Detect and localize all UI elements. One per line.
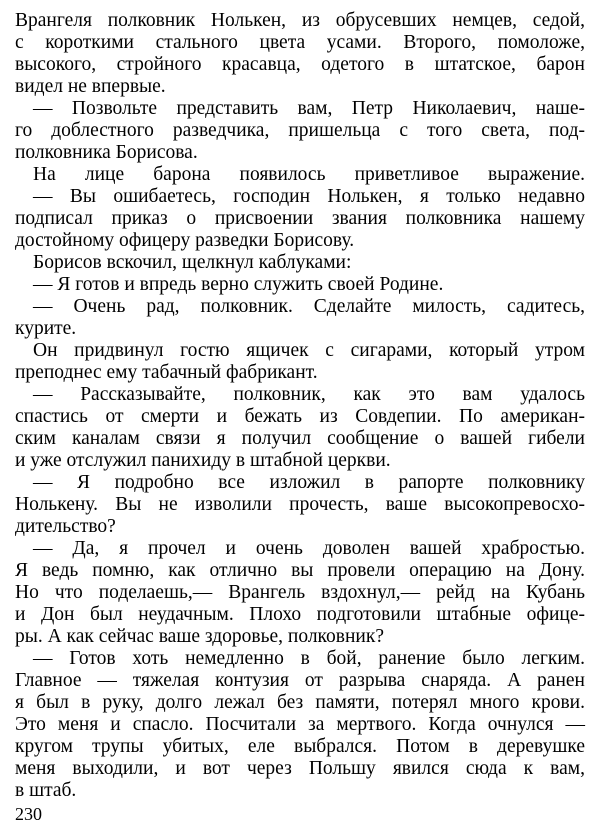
text-line: и Дон был неудачным. Плохо подготовили штабные офице- [15, 604, 585, 625]
text-line: достойному офицеру разведки Борисову. [15, 230, 355, 251]
text-line: Я ведь помню, как отлично вы провели операцию на Дону. [15, 560, 585, 581]
page-number: 230 [15, 804, 42, 824]
text-line: преподнес ему табачный фабрикант. [15, 362, 318, 383]
text-line: курите. [15, 318, 77, 339]
text-line: полковника Борисова. [15, 142, 198, 163]
text-line: спастись от смерти и бежать из Совдепии. По американ- [15, 406, 585, 427]
text-line: с короткими стального цвета усами. Второго, помоложе, [15, 32, 585, 53]
text-line: — Я подробно все изложил в рапорте полковнику [33, 472, 585, 493]
text-line: го доблестного разведчика, пришельца с того света, под- [15, 120, 585, 141]
text-line: Врангеля полковник Нолькен, из обрусевших немцев, седой, [15, 10, 585, 31]
text-line: Борисов вскочил, щелкнул каблуками: [33, 252, 352, 273]
body-text [15, 10, 585, 802]
text-line: Нолькену. Вы не изволили прочесть, ваше высокопревосхо- [15, 494, 585, 515]
text-line: — Я готов и впредь верно служить своей Родине. [33, 274, 444, 295]
text-line: я был в руку, долго лежал без памяти, потерял много крови. [15, 692, 585, 713]
text-line: видел не впервые. [15, 76, 166, 97]
text-line: Главное — тяжелая контузия от разрыва снаряда. А ранен [15, 670, 585, 691]
text-line: Он придвинул гостю ящичек с сигарами, который утром [33, 340, 585, 361]
text-line: Но что поделаешь,— Врангель вздохнул,— рейд на Кубань [15, 582, 585, 603]
text-line: в штаб. [15, 780, 77, 801]
text-line: На лице барона появилось приветливое выражение. [33, 164, 585, 185]
text-line: дительство? [15, 516, 116, 537]
text-line: — Рассказывайте, полковник, как это вам удалось [33, 384, 585, 405]
text-line: ским каналам связи я получил сообщение о вашей гибели [15, 428, 585, 449]
text-line: Это меня и спасло. Посчитали за мертвого. Когда очнулся — [15, 714, 585, 735]
text-line: — Готов хоть немедленно в бой, ранение было легким. [33, 648, 585, 669]
text-line: подписал приказ о присвоении звания полковника нашему [15, 208, 585, 229]
text-line: кругом трупы убитых, еле выбрался. Потом в деревушке [15, 736, 585, 757]
text-line: меня выходили, и вот через Польшу явился сюда к вам, [15, 758, 585, 779]
text-line: высокого, стройного красавца, одетого в штатское, барон [15, 54, 585, 75]
text-line: и уже отслужил панихиду в штабной церкви. [15, 450, 391, 471]
text-line: — Позвольте представить вам, Петр Николаевич, наше- [33, 98, 585, 119]
text-line: — Вы ошибаетесь, господин Нолькен, я только недавно [33, 186, 585, 207]
text-line: — Да, я прочел и очень доволен вашей храбростью. [33, 538, 585, 559]
text-line: — Очень рад, полковник. Сделайте милость, садитесь, [33, 296, 585, 317]
text-line: ры. А как сейчас ваше здоровье, полковник? [15, 626, 384, 647]
